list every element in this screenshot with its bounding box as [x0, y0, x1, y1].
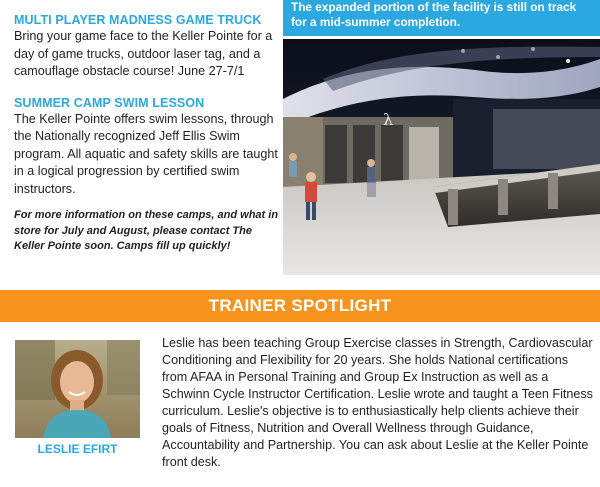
trainer-photo: [15, 340, 140, 438]
svg-text:λ: λ: [383, 110, 394, 129]
facility-caption: The expanded portion of the facility is still on track for a mid-summer completion.: [283, 0, 600, 36]
event-body-swim-lesson: The Keller Pointe offers swim lessons, through the Nationally recognized Jeff Ellis Swim program. All aquatic and safety skills are taught in a logical progression by certified swim instructors.: [14, 111, 278, 196]
event-body-game-truck: Bring your game face to the Keller Pointe for a day of game trucks, outdoor laser tag, and a camouflage obstacle course! June 27-7/1: [14, 29, 273, 78]
event-title-game-truck: MULTI PLAYER MADNESS GAME TRUCK: [14, 13, 262, 27]
trainer-name: LESLIE EFIRT: [37, 442, 118, 456]
camp-info-note: For more information on these camps, and what in store for July and August, please contact The Keller Pointe soon. Camps fill up quickly!: [14, 209, 279, 252]
event-title-swim-lesson: SUMMER CAMP SWIM LESSON: [14, 95, 205, 110]
trainer-bio: Leslie has been teaching Group Exercise classes in Strength, Cardiovascular Conditioning and Flexibility for 20 years. She holds National certifications from AFAA in Personal Training and Group Ex Instruction as well as a Schwinn Cycle Instructor Certification. Leslie wrote and taught a Teen Fitness curriculum. Leslie's objective is to enthusiastically help clients achieve their goals of Fitness, Nutrition and Overall Wellness through Guidance, Accountability and Partnership. You can ask about Leslie at the Keller Pointe front desk.: [162, 336, 593, 469]
camp-events: [14, 12, 282, 255]
trainer-spotlight-banner: TRAINER SPOTLIGHT: [0, 290, 600, 322]
facility-rendering-image: [283, 39, 600, 275]
